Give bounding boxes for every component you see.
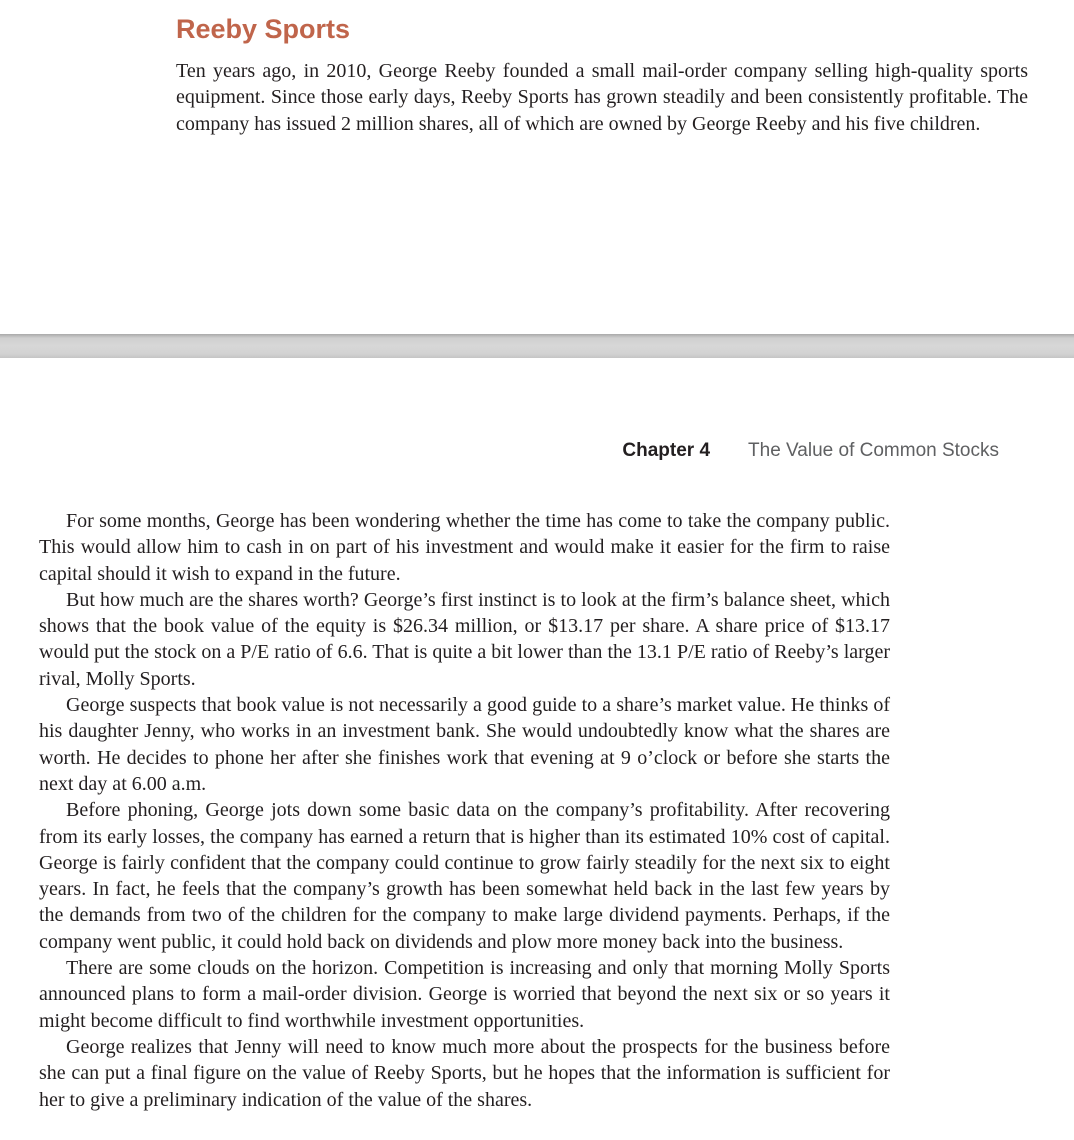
paragraph: Before phoning, George jots down some basic data on the company’s profitability. After recovering from its early losses, the company has earned a return that is higher than its estimated 10% cost of capital. George is fairly confident that the company could continue to grow fairly steadily for the next six to eight years. In fact, he feels that the company’s growth has been somewhat held back in the last few years by the demands from two of the children for the company to make large dividend payments. Perhaps, if the company went public, it could hold back on dividends and plow more money back into the business. [39, 799, 890, 953]
paragraph: For some months, George has been wondering whether the time has come to take the company public. This would allow him to cash in on part of his investment and would make it easier for the firm to raise capital should it wish to expand in the future. [39, 510, 890, 585]
paragraph: George realizes that Jenny will need to know much more about the prospects for the business before she can put a final figure on the value of Reeby Sports, but he hopes that the information is sufficient for her to give a preliminary indication of the value of the shares. [39, 1035, 890, 1111]
body-text [39, 508, 890, 1113]
case-title: Reeby Sports [176, 14, 351, 44]
chapter-number: Chapter 4 [622, 440, 711, 461]
intro-paragraph: Ten years ago, in 2010, George Reeby founded a small mail-order company selling high-quality sports equipment. Since those early days, Reeby Sports has grown steadily and been consistently profitable. The company has issued 2 million shares, all of which are owned by George Reeby and his five children. [176, 60, 1028, 135]
running-head [622, 439, 999, 463]
paragraph: There are some clouds on the horizon. Competition is increasing and only that morning Molly Sports announced plans to form a mail-order division. George is worried that beyond the next six or so years it might become difficult to find worthwhile investment opportunities. [39, 957, 890, 1032]
paragraph: George suspects that book value is not necessarily a good guide to a share’s market value. He thinks of his daughter Jenny, who works in an investment bank. She would undoubtedly know what the shares are worth. He decides to phone her after she finishes work that evening at 9 o’clock or before she starts the next day at 6.00 a.m. [39, 694, 890, 795]
chapter-title: The Value of Common Stocks [748, 440, 999, 461]
page-separator [0, 334, 1074, 358]
paragraph: But how much are the shares worth? George’s first instinct is to look at the firm’s balance sheet, which shows that the book value of the equity is $26.34 million, or $13.17 per share. A share price of $13.17 would put the stock on a P/E ratio of 6.6. That is quite a bit lower than the 13.1 P/E ratio of Reeby’s larger rival, Molly Sports. [39, 588, 890, 690]
top-page [0, 0, 1074, 334]
